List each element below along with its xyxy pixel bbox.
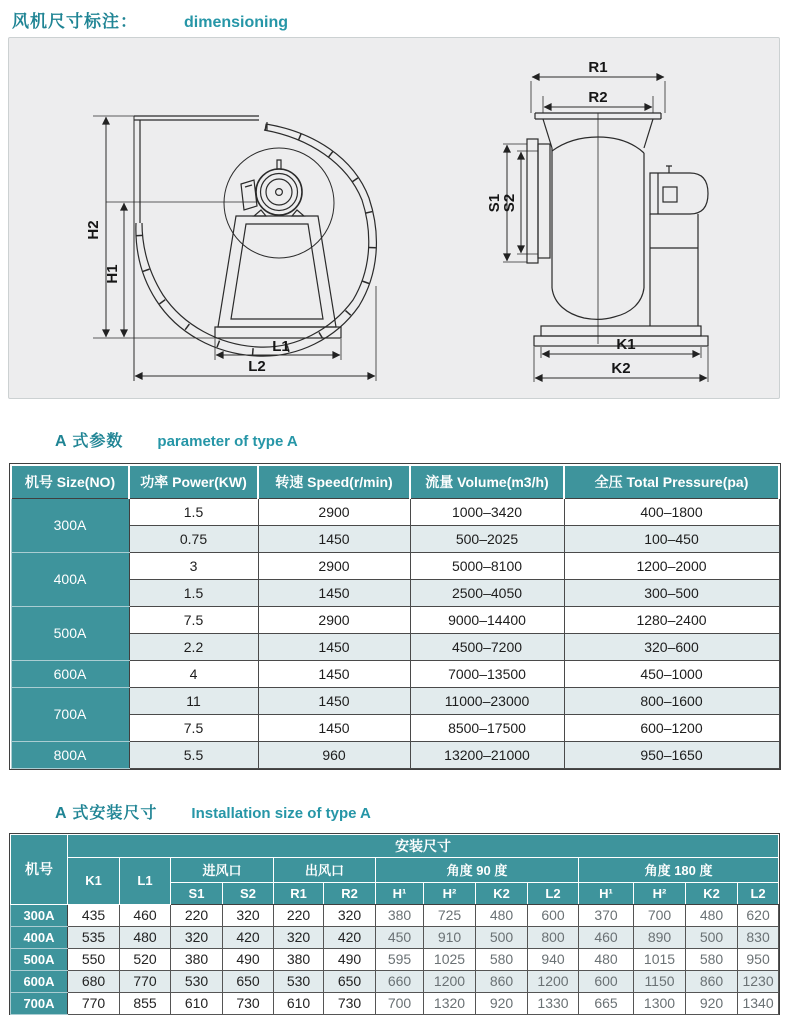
table-cell: 650 [324, 970, 376, 992]
table-cell: 950 [738, 948, 779, 970]
inlet-collar [538, 144, 550, 258]
left-dimension-lines [106, 117, 375, 376]
table-cell: 890 [634, 926, 686, 948]
size-cell: 600A [11, 660, 129, 687]
table-cell: 1280–2400 [564, 606, 779, 633]
impeller-circle [224, 148, 334, 258]
size-cell: 700A [11, 992, 68, 1014]
table-row [11, 904, 779, 926]
table-cell: 910 [424, 926, 476, 948]
table-cell: 920 [686, 992, 738, 1014]
size-cell: 500A [11, 948, 68, 970]
installation-title-en: Installation size of type A [191, 804, 371, 822]
fan-dimension-drawing [9, 38, 781, 398]
table-cell: 1230 [738, 970, 779, 992]
dim-label-l2: L2 [248, 358, 266, 375]
right-dimension-lines [507, 77, 707, 378]
table-cell: 5000–8100 [410, 552, 564, 579]
dim-label-s2: S2 [501, 193, 518, 213]
table-cell: 595 [376, 948, 424, 970]
table-cell: 1000–3420 [410, 498, 564, 525]
table-cell: 530 [274, 970, 324, 992]
table-cell: 2900 [258, 498, 410, 525]
column-header-speed: 转速 Speed(r/min) [258, 465, 410, 498]
column-header-power: 功率 Power(KW) [129, 465, 258, 498]
dim-label-k1: K1 [616, 336, 636, 353]
funnel-right [644, 119, 653, 148]
table-cell: 730 [324, 992, 376, 1014]
table-cell: 220 [171, 904, 223, 926]
column-header-h1-180: H¹ [579, 882, 634, 904]
table-cell: 860 [686, 970, 738, 992]
table-cell: 0.75 [129, 525, 258, 552]
table-cell: 1150 [634, 970, 686, 992]
table-cell: 490 [324, 948, 376, 970]
table-cell: 1025 [424, 948, 476, 970]
size-cell: 400A [11, 552, 129, 606]
table-row [11, 606, 779, 633]
size-cell: 300A [11, 904, 68, 926]
table-cell: 480 [120, 926, 171, 948]
size-cell: 400A [11, 926, 68, 948]
group-header-angle-90: 角度 90 度 [376, 857, 579, 882]
table-cell: 610 [171, 992, 223, 1014]
table-cell: 380 [171, 948, 223, 970]
table-cell: 320 [274, 926, 324, 948]
inlet-flange-plate [527, 139, 538, 263]
size-cell: 300A [11, 498, 129, 552]
table-cell: 320 [171, 926, 223, 948]
dim-label-l1: L1 [272, 338, 290, 355]
volute-outer [136, 124, 377, 356]
installation-header-row-1 [11, 834, 779, 857]
left-extension-lines [93, 116, 376, 381]
table-cell: 370 [579, 904, 634, 926]
column-header-l1: L1 [120, 857, 171, 904]
parameter-table [10, 464, 780, 769]
column-header-pressure: 全压 Total Pressure(pa) [564, 465, 779, 498]
table-cell: 1200–2000 [564, 552, 779, 579]
table-row [11, 926, 779, 948]
table-cell: 2900 [258, 606, 410, 633]
table-cell: 680 [68, 970, 120, 992]
table-cell: 550 [68, 948, 120, 970]
table-cell: 2.2 [129, 633, 258, 660]
page-title-zh: 风机尺寸标注： [12, 12, 138, 31]
table-cell: 725 [424, 904, 476, 926]
page-title-en: dimensioning [184, 14, 288, 31]
column-header-k1: K1 [68, 857, 120, 904]
table-cell: 1200 [424, 970, 476, 992]
motor-foot-right [292, 210, 304, 216]
table-cell: 855 [120, 992, 171, 1014]
table-cell: 1450 [258, 633, 410, 660]
motor-window [663, 187, 677, 202]
dimension-diagram-panel [8, 37, 780, 399]
motor-face [266, 179, 292, 205]
column-header-r1: R1 [274, 882, 324, 904]
table-cell: 600 [579, 970, 634, 992]
table-cell: 380 [274, 948, 324, 970]
parameters-title-en: parameter of type A [157, 433, 298, 450]
parameters-title-zh: A 式参数 [55, 433, 124, 450]
table-cell: 460 [579, 926, 634, 948]
table-cell: 920 [476, 992, 528, 1014]
table-cell: 2900 [258, 552, 410, 579]
table-cell: 4500–7200 [410, 633, 564, 660]
table-cell: 480 [579, 948, 634, 970]
base-plate-upper [541, 326, 701, 336]
table-cell: 530 [171, 970, 223, 992]
table-cell: 11000–23000 [410, 687, 564, 714]
table-cell: 300–500 [564, 579, 779, 606]
outlet-duct-outline [134, 116, 259, 223]
table-cell: 800 [528, 926, 579, 948]
table-cell: 380 [376, 904, 424, 926]
column-header-install-size: 安装尺寸 [68, 834, 779, 857]
table-cell: 1330 [528, 992, 579, 1014]
table-cell: 660 [376, 970, 424, 992]
table-cell: 480 [476, 904, 528, 926]
column-header-k2-180: K2 [686, 882, 738, 904]
table-row [11, 660, 779, 687]
table-row [11, 992, 779, 1014]
page-header [0, 0, 788, 32]
dim-label-k2: K2 [611, 360, 631, 377]
table-cell: 3 [129, 552, 258, 579]
table-cell: 420 [324, 926, 376, 948]
motor-ring-outer [256, 169, 302, 215]
pedestal-outer [218, 216, 336, 327]
group-header-inlet: 进风口 [171, 857, 274, 882]
column-header-k2-90: K2 [476, 882, 528, 904]
dim-label-h2: H2 [85, 220, 102, 240]
table-cell: 2500–4050 [410, 579, 564, 606]
volute-inner [142, 130, 369, 347]
motor-front [650, 166, 708, 326]
table-cell: 620 [738, 904, 779, 926]
column-header-s1: S1 [171, 882, 223, 904]
table-cell: 1450 [258, 525, 410, 552]
table-row [11, 741, 779, 768]
column-header-l2-180: L2 [738, 882, 779, 904]
dim-label-r1: R1 [588, 59, 608, 76]
table-cell: 650 [223, 970, 274, 992]
table-cell: 700 [634, 904, 686, 926]
table-cell: 11 [129, 687, 258, 714]
table-cell: 7000–13500 [410, 660, 564, 687]
column-header-size: 机号 Size(NO) [11, 465, 129, 498]
installation-title-zh: A 式安装尺寸 [55, 804, 158, 822]
table-cell: 480 [686, 904, 738, 926]
dim-label-s1: S1 [486, 193, 503, 213]
motor-pillar [650, 214, 698, 326]
table-cell: 1320 [424, 992, 476, 1014]
size-cell: 500A [11, 606, 129, 660]
parameter-table-header-row [11, 465, 779, 498]
column-header-machine: 机号 [11, 834, 68, 904]
table-cell: 320–600 [564, 633, 779, 660]
table-cell: 4 [129, 660, 258, 687]
column-header-h2-180: H² [634, 882, 686, 904]
size-cell: 600A [11, 970, 68, 992]
table-cell: 450–1000 [564, 660, 779, 687]
table-cell: 950–1650 [564, 741, 779, 768]
motor-junction-box [241, 180, 257, 210]
table-cell: 1200 [528, 970, 579, 992]
column-header-l2-90: L2 [528, 882, 579, 904]
table-row [11, 970, 779, 992]
dim-label-h1: H1 [104, 264, 121, 284]
table-cell: 1450 [258, 660, 410, 687]
table-cell: 830 [738, 926, 779, 948]
table-cell: 460 [120, 904, 171, 926]
installation-section-title [0, 800, 788, 823]
installation-header-row-2 [11, 857, 779, 882]
table-cell: 9000–14400 [410, 606, 564, 633]
table-row [11, 687, 779, 714]
table-cell: 1450 [258, 579, 410, 606]
table-cell: 450 [376, 926, 424, 948]
table-cell: 500–2025 [410, 525, 564, 552]
table-cell: 5.5 [129, 741, 258, 768]
table-cell: 500 [686, 926, 738, 948]
table-row [11, 552, 779, 579]
table-cell: 220 [274, 904, 324, 926]
table-cell: 800–1600 [564, 687, 779, 714]
motor-side [241, 160, 304, 216]
column-header-volume: 流量 Volume(m3/h) [410, 465, 564, 498]
table-cell: 13200–21000 [410, 741, 564, 768]
fan-side-view [85, 116, 376, 381]
volute-ticks [139, 127, 373, 352]
table-cell: 600 [528, 904, 579, 926]
table-cell: 860 [476, 970, 528, 992]
table-cell: 1.5 [129, 579, 258, 606]
installation-table [10, 834, 779, 1015]
motor-hub [276, 189, 283, 196]
table-cell: 1450 [258, 714, 410, 741]
table-cell: 770 [120, 970, 171, 992]
size-cell: 800A [11, 741, 129, 768]
table-cell: 320 [324, 904, 376, 926]
table-cell: 770 [68, 992, 120, 1014]
table-cell: 500 [476, 926, 528, 948]
pedestal-inner [231, 224, 323, 319]
table-cell: 940 [528, 948, 579, 970]
table-cell: 600–1200 [564, 714, 779, 741]
table-cell: 1015 [634, 948, 686, 970]
table-cell: 665 [579, 992, 634, 1014]
column-header-h1-90: H¹ [376, 882, 424, 904]
dim-label-r2: R2 [588, 89, 608, 106]
table-cell: 580 [686, 948, 738, 970]
table-row [11, 948, 779, 970]
table-cell: 610 [274, 992, 324, 1014]
table-cell: 100–450 [564, 525, 779, 552]
table-cell: 1.5 [129, 498, 258, 525]
motor-body [650, 173, 708, 214]
motor-top-nub [666, 166, 672, 173]
table-cell: 8500–17500 [410, 714, 564, 741]
table-cell: 1300 [634, 992, 686, 1014]
fan-front-view [486, 59, 708, 382]
table-cell: 490 [223, 948, 274, 970]
table-cell: 420 [223, 926, 274, 948]
column-header-r2: R2 [324, 882, 376, 904]
table-cell: 520 [120, 948, 171, 970]
table-cell: 320 [223, 904, 274, 926]
table-cell: 730 [223, 992, 274, 1014]
table-cell: 535 [68, 926, 120, 948]
size-cell: 700A [11, 687, 129, 741]
table-cell: 7.5 [129, 714, 258, 741]
group-header-outlet: 出风口 [274, 857, 376, 882]
table-cell: 1340 [738, 992, 779, 1014]
table-cell: 580 [476, 948, 528, 970]
column-header-h2-90: H² [424, 882, 476, 904]
table-cell: 7.5 [129, 606, 258, 633]
table-cell: 700 [376, 992, 424, 1014]
motor-shaft-stub [277, 160, 281, 169]
table-cell: 960 [258, 741, 410, 768]
parameters-section-title [0, 428, 788, 451]
column-header-s2: S2 [223, 882, 274, 904]
group-header-angle-180: 角度 180 度 [579, 857, 779, 882]
motor-foot-left [254, 210, 266, 216]
table-row [11, 498, 779, 525]
table-cell: 435 [68, 904, 120, 926]
table-cell: 400–1800 [564, 498, 779, 525]
table-cell: 1450 [258, 687, 410, 714]
